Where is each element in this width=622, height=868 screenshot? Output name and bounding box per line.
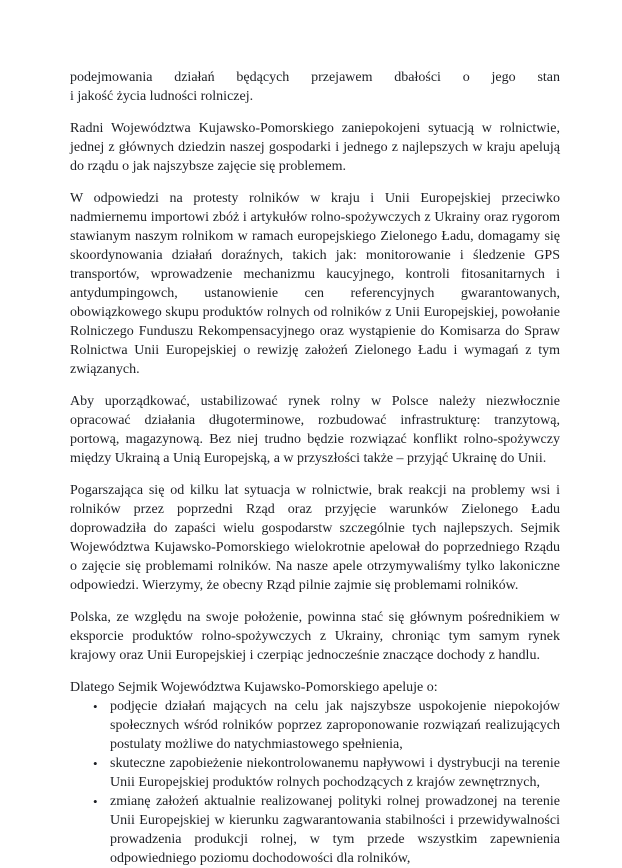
list-item: [93, 754, 560, 792]
list-item-text: zmianę założeń aktualnie realizowanej polityki rolnej prowadzonej na terenie Unii Europejskiej w kierunku zagwarantowania stabilności i przewidywalności prowadzenia produkcji rolnej, w tym przede wszystkim zapewnienia odpowiedniego poziomu dochodowości dla rolników,: [110, 794, 560, 866]
bullet-icon: •: [93, 756, 98, 771]
list-item: [93, 792, 560, 868]
list-item-text: skuteczne zapobieżenie niekontrolowanemu napływowi i dystrybucji na terenie Unii Europejskiej produktów rolnych pochodzących z krajów zewnętrznych,: [110, 756, 560, 790]
bullet-icon: •: [93, 699, 98, 714]
list-item-text: podjęcie działań mających na celu jak najszybsze uspokojenie niepokojów społecznych wśród rolników poprzez zaproponowanie rozwiązań realizujących postulaty możliwe do natychmiastowego spełnienia,: [110, 699, 560, 752]
paragraph-radni-apel: Radni Województwa Kujawsko-Pomorskiego zaniepokojeni sytuacją w rolnictwie, jednej z głównych dziedzin naszej gospodarki i jednego z najlepszych w kraju apelują do rządu o jak najszybsze zajęcie się problemem.: [70, 121, 560, 174]
paragraph-protesty-postulaty: W odpowiedzi na protesty rolników w kraju i Unii Europejskiej przeciwko nadmiernemu importowi zbóż i artykułów rolno-spożywczych z Ukrainy oraz rygorom stawianym naszym rolnikom w ramach europejskiego Zielonego Ładu, domagamy się skoordynowania działań doraźnych, takich jak: monitorowanie i śledzenie GPS transportów, wprowadzenie mechanizmu kaucyjnego, kontroli fitosanitarnych i antydumpingowch, ustanowienie cen referencyjnych gwarantowanych, obowiązkowego skupu produktów rolnych od rolników z Unii Europejskiej, powołanie Rolniczego Funduszu Rekompensacyjnego oraz wystąpienie do Komisarza do Spraw Rolnictwa Unii Europejskiej o rewizję założeń Zielonego Ładu i wymagań z tym związanych.: [70, 191, 560, 377]
paragraph-apeluje-o: Dlatego Sejmik Województwa Kujawsko-Pomorskiego apeluje o:: [70, 680, 438, 695]
paragraph-polska-posrednik: Polska, ze względu na swoje położenie, powinna stać się głównym pośrednikiem w eksporcie produktów rolno-spożywczych z Ukrainy, chroniąc tym samym rynek krajowy oraz Unii Europejskiej i czerpiąc jednocześnie znaczące dochody z handlu.: [70, 610, 560, 663]
list-item: [93, 697, 560, 754]
intro-fragment-line1: podejmowania działań będących przejawem dbałości o jego stan: [70, 70, 560, 85]
bullet-icon: •: [93, 794, 98, 809]
paragraph-intro-fragment: [70, 68, 560, 106]
intro-fragment-line2: i jakość życia ludności rolniczej.: [70, 89, 254, 104]
appeal-list: [70, 697, 560, 868]
paragraph-stabilizacja-rynku: Aby uporządkować, ustabilizować rynek rolny w Polsce należy niezwłocznie opracować działania długoterminowe, rozbudować infrastrukturę: tranzytową, portową, magazynową. Bez niej trudno będzie rozwiązać konflikt rolno-spożywczy między Ukrainą a Unią Europejską, a w przyszłości także – przyjąć Ukrainę do Unii.: [70, 394, 560, 466]
paragraph-pogarszajaca-sytuacja: Pogarszająca się od kilku lat sytuacja w rolnictwie, brak reakcji na problemy wsi i rolników przez poprzedni Rząd oraz przyjęcie warunków Zielonego Ładu doprowadziła do zapaści wielu gospodarstw szczególnie tych najlepszych. Sejmik Województwa Kujawsko-Pomorskiego wielokrotnie apelował do poprzedniego Rządu o zajęcie się problemami rolników. Na nasze apele otrzymywaliśmy tylko lakoniczne odpowiedzi. Wierzymy, że obecny Rząd pilnie zajmie się problemami rolników.: [70, 483, 560, 593]
